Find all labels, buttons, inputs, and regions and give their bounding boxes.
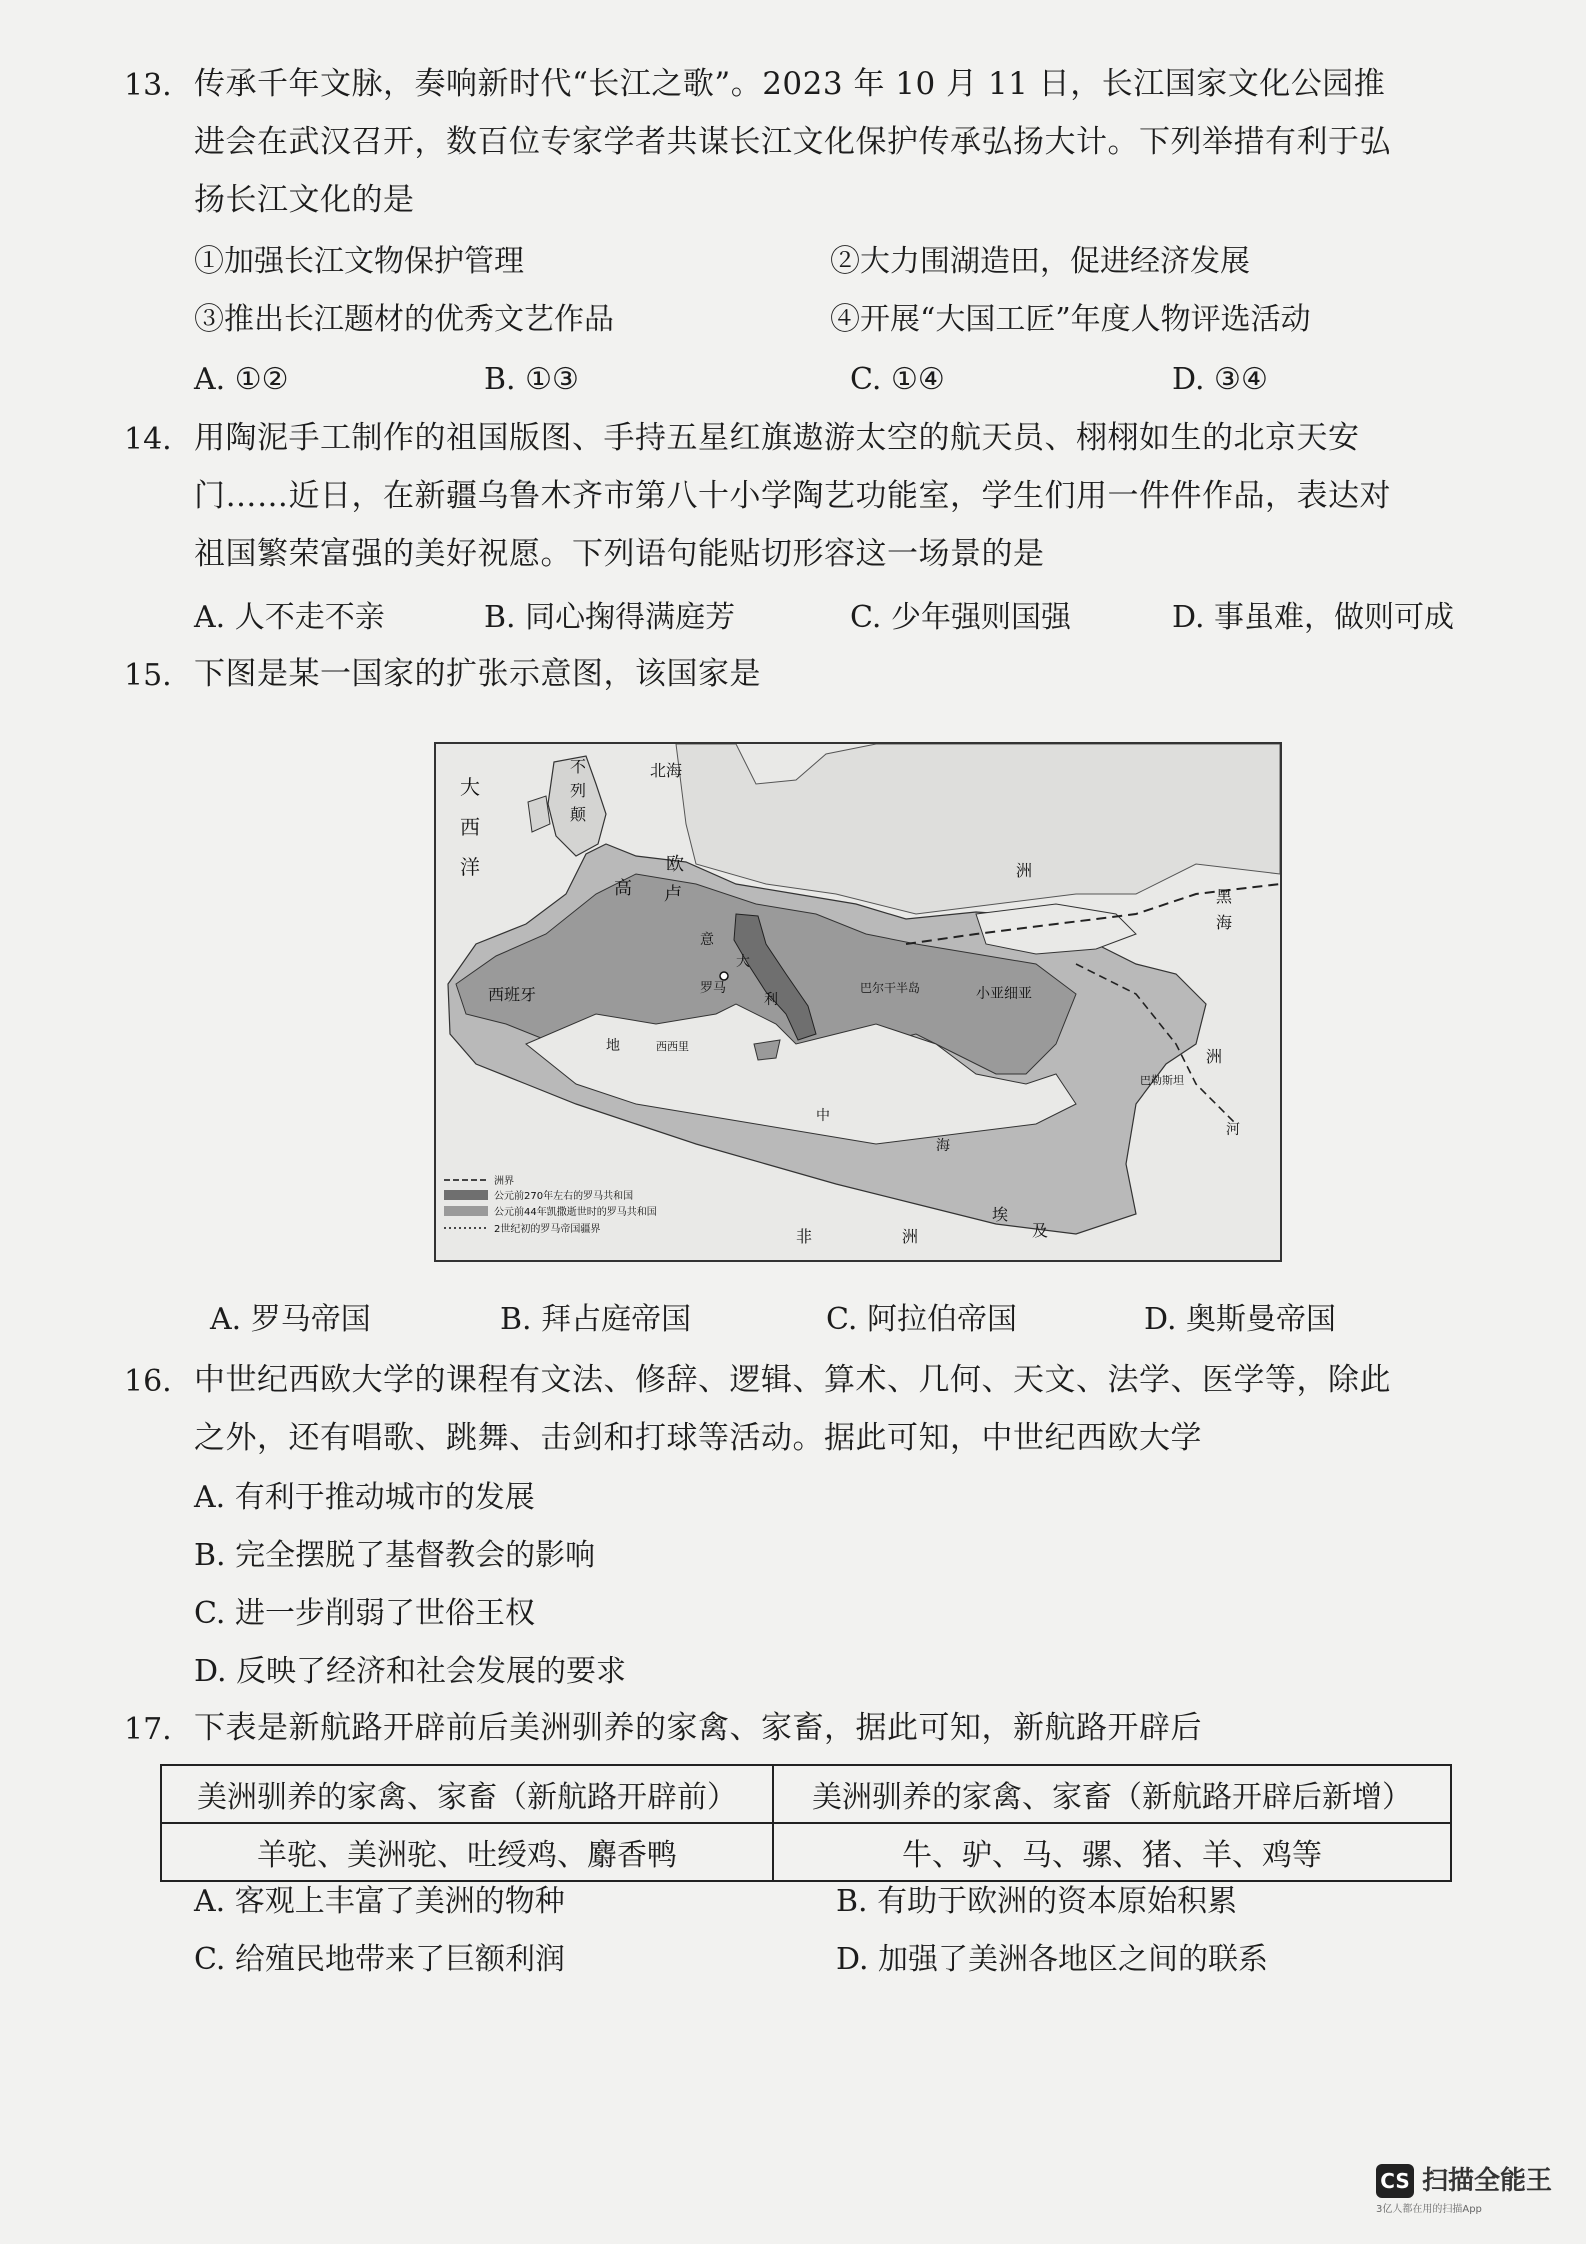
- question-number: 14.: [124, 422, 172, 457]
- answer-option-a: A. ①②: [194, 362, 289, 397]
- table-row: [161, 1823, 1451, 1881]
- map-label: 巴勒斯坦: [1140, 1074, 1184, 1087]
- map-label: 洲: [1016, 861, 1033, 880]
- answer-option-c: C. ①④: [850, 362, 945, 397]
- answer-option-b: B. 完全摆脱了基督教会的影响: [194, 1538, 596, 1573]
- answer-option-a: A. 人不走不亲: [194, 600, 385, 635]
- map-label: 西: [460, 815, 480, 839]
- map-label: 高: [614, 878, 632, 899]
- map-label: 非: [796, 1227, 813, 1246]
- legend-swatch-44bc: [444, 1206, 488, 1216]
- legend-label: 2世纪初的罗马帝国疆界: [494, 1224, 601, 1235]
- map-label: 意: [700, 932, 714, 948]
- scanner-watermark: [1376, 2160, 1553, 2215]
- statement-item: ①加强长江文物保护管理: [194, 244, 524, 279]
- map-label: 中: [816, 1108, 830, 1124]
- question-stem-line: 之外，还有唱歌、跳舞、击剑和打球等活动。据此可知，中世纪西欧大学: [194, 1420, 1202, 1456]
- map-label: 北海: [650, 761, 683, 780]
- answer-option-a: A. 有利于推动城市的发展: [194, 1480, 535, 1515]
- watermark-subtitle: 3亿人都在用的扫描App: [1376, 2204, 1482, 2215]
- sicily-island: [754, 1040, 780, 1060]
- question-stem-line: 中世纪西欧大学的课程有文法、修辞、逻辑、算术、几何、天文、法学、医学等，除此: [194, 1362, 1391, 1398]
- map-label: 罗马: [700, 981, 727, 996]
- answer-option-d: D. 反映了经济和社会发展的要求: [194, 1654, 627, 1689]
- livestock-table: [160, 1764, 1452, 1882]
- table-header-row: [161, 1765, 1451, 1823]
- map-label: 洲: [1206, 1047, 1223, 1066]
- map-label: 利: [764, 992, 778, 1008]
- map-label: 及: [1032, 1221, 1049, 1240]
- map-label: 列: [570, 781, 587, 800]
- map-label: 巴尔干半岛: [860, 981, 921, 995]
- answer-option-b: B. 有助于欧洲的资本原始积累: [836, 1884, 1238, 1919]
- question-stem-line: 门……近日，在新疆乌鲁木齐市第八十小学陶艺功能室，学生们用一件件作品，表达对: [194, 478, 1391, 514]
- question-stem-line: 祖国繁荣富强的美好祝愿。下列语句能贴切形容这一场景的是: [194, 536, 1045, 572]
- map-label: 颠: [570, 805, 587, 824]
- answer-option-c: C. 给殖民地带来了巨额利润: [194, 1942, 565, 1977]
- map-label: 埃: [992, 1205, 1009, 1224]
- legend-label: 公元前44年凯撒逝世时的罗马共和国: [494, 1207, 657, 1218]
- map-label: 不: [570, 757, 587, 776]
- answer-option-d: D. 加强了美洲各地区之间的联系: [836, 1942, 1269, 1977]
- statement-item: ②大力围湖造田，促进经济发展: [830, 244, 1250, 279]
- watermark-name: 扫描全能王: [1422, 2166, 1553, 2196]
- answer-option-b: B. 拜占庭帝国: [500, 1302, 692, 1337]
- map-label: 河: [1226, 1122, 1240, 1138]
- map-label: 海: [936, 1138, 950, 1154]
- answer-option-d: D. 事虽难，做则可成: [1172, 600, 1455, 635]
- statement-item: ③推出长江题材的优秀文艺作品: [194, 302, 614, 337]
- question-number: 17.: [124, 1712, 172, 1747]
- map-label: 洋: [460, 855, 480, 879]
- map-label: 西班牙: [488, 985, 537, 1004]
- question-number: 16.: [124, 1364, 172, 1399]
- question-stem-line: 下表是新航路开辟前后美洲驯养的家禽、家畜，据此可知，新航路开辟后: [194, 1710, 1202, 1746]
- map-label: 大: [460, 775, 480, 799]
- map-label: 小亚细亚: [976, 986, 1032, 1002]
- answer-option-c: C. 阿拉伯帝国: [826, 1302, 1017, 1337]
- map-label: 海: [1216, 913, 1233, 932]
- answer-option-a: A. 罗马帝国: [210, 1302, 371, 1337]
- roman-expansion-map: [434, 742, 1282, 1262]
- legend-label: 公元前270年左右的罗马共和国: [494, 1191, 634, 1202]
- map-label: 洲: [902, 1227, 919, 1246]
- rome-city-marker: [720, 972, 728, 980]
- camscanner-logo-icon: CS: [1376, 2164, 1414, 2198]
- map-graphic: [436, 744, 1280, 1260]
- answer-option-b: B. ①③: [484, 362, 579, 397]
- table-header-cell: 美洲驯养的家禽、家畜（新航路开辟前）: [161, 1765, 773, 1823]
- answer-option-c: C. 少年强则国强: [850, 600, 1071, 635]
- statement-item: ④开展“大国工匠”年度人物评选活动: [830, 302, 1311, 337]
- answer-option-b: B. 同心掬得满庭芳: [484, 600, 736, 635]
- table-cell: 牛、驴、马、骡、猪、羊、鸡等: [773, 1823, 1451, 1881]
- question-stem-line: 进会在武汉召开，数百位专家学者共谋长江文化保护传承弘扬大计。下列举措有利于弘: [194, 124, 1391, 160]
- table-cell: 羊驼、美洲驼、吐绶鸡、麝香鸭: [161, 1823, 773, 1881]
- map-label: 黑: [1216, 887, 1233, 906]
- map-label: 西西里: [656, 1040, 689, 1053]
- legend-swatch-270bc: [444, 1190, 488, 1200]
- answer-option-d: D. ③④: [1172, 362, 1268, 397]
- question-stem-line: 扬长江文化的是: [194, 182, 415, 218]
- map-label: 欧: [666, 854, 684, 875]
- answer-option-c: C. 进一步削弱了世俗王权: [194, 1596, 535, 1631]
- table-header-cell: 美洲驯养的家禽、家畜（新航路开辟后新增）: [773, 1765, 1451, 1823]
- question-stem-line: 下图是某一国家的扩张示意图，该国家是: [194, 656, 761, 692]
- question-number: 13.: [124, 68, 172, 103]
- map-label: 卢: [664, 884, 682, 905]
- question-stem-line: 传承千年文脉，奏响新时代“长江之歌”。2023 年 10 月 11 日，长江国家文化公园推: [194, 66, 1386, 102]
- answer-option-a: A. 客观上丰富了美洲的物种: [194, 1884, 565, 1919]
- question-stem-line: 用陶泥手工制作的祖国版图、手持五星红旗遨游太空的航天员、栩栩如生的北京天安: [194, 420, 1360, 456]
- map-label: 地: [606, 1038, 620, 1054]
- question-number: 15.: [124, 658, 172, 693]
- answer-option-d: D. 奥斯曼帝国: [1144, 1302, 1337, 1337]
- legend-label: 洲界: [494, 1176, 514, 1187]
- map-label: 大: [736, 954, 750, 970]
